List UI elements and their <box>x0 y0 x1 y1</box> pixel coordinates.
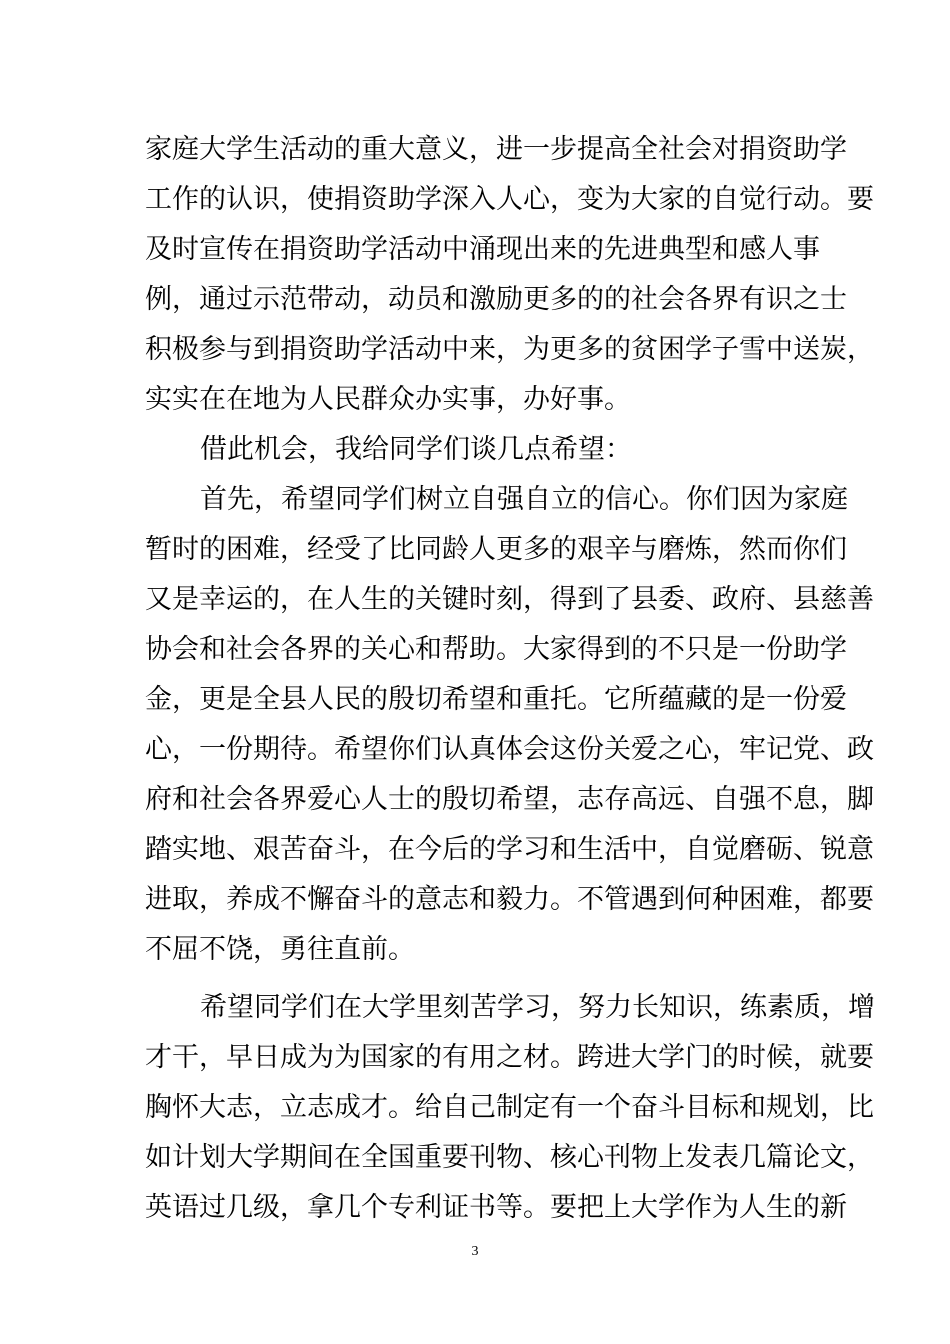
text-line: 实实在在地为人民群众办实事，办好事。 <box>145 384 631 415</box>
text-line: 胸怀大志，立志成才。给自己制定有一个奋斗目标和规划，比 <box>145 1092 874 1123</box>
text-line: 踏实地、艰苦奋斗，在今后的学习和生活中，自觉磨砺、锐意 <box>145 834 874 865</box>
text-line: 及时宣传在捐资助学活动中涌现出来的先进典型和感人事 <box>145 234 820 265</box>
text-line: 又是幸运的，在人生的关键时刻，得到了县委、政府、县慈善 <box>145 584 874 615</box>
text-line: 首先，希望同学们树立自强自立的信心。你们因为家庭 <box>200 484 848 515</box>
text-line: 府和社会各界爱心人士的殷切希望，志存高远、自强不息，脚 <box>145 784 874 815</box>
text-line: 才干，早日成为为国家的有用之材。跨进大学门的时候，就要 <box>145 1042 874 1073</box>
text-line: 借此机会，我给同学们谈几点希望： <box>200 434 632 465</box>
text-line: 心，一份期待。希望你们认真体会这份关爱之心，牢记党、政 <box>145 734 874 765</box>
text-line: 如计划大学期间在全国重要刊物、核心刊物上发表几篇论文， <box>145 1142 874 1173</box>
text-line: 暂时的困难，经受了比同龄人更多的艰辛与磨炼，然而你们 <box>145 534 847 565</box>
text-line: 工作的认识，使捐资助学深入人心，变为大家的自觉行动。要 <box>145 184 874 215</box>
text-line: 例，通过示范带动，动员和激励更多的的社会各界有识之士 <box>145 284 847 315</box>
text-line: 不屈不饶，勇往直前。 <box>145 934 415 965</box>
text-line: 希望同学们在大学里刻苦学习，努力长知识，练素质，增 <box>200 992 875 1023</box>
page-number: 3 <box>471 1244 479 1259</box>
text-line: 英语过几级，拿几个专利证书等。要把上大学作为人生的新 <box>145 1192 847 1223</box>
text-line: 进取，养成不懈奋斗的意志和毅力。不管遇到何种困难，都要 <box>145 884 874 915</box>
text-line: 家庭大学生活动的重大意义，进一步提高全社会对捐资助学 <box>145 134 847 165</box>
text-line: 积极参与到捐资助学活动中来，为更多的贫困学子雪中送炭， <box>145 334 874 365</box>
text-line: 协会和社会各界的关心和帮助。大家得到的不只是一份助学 <box>145 634 847 665</box>
text-line: 金，更是全县人民的殷切希望和重托。它所蕴藏的是一份爱 <box>145 684 847 715</box>
